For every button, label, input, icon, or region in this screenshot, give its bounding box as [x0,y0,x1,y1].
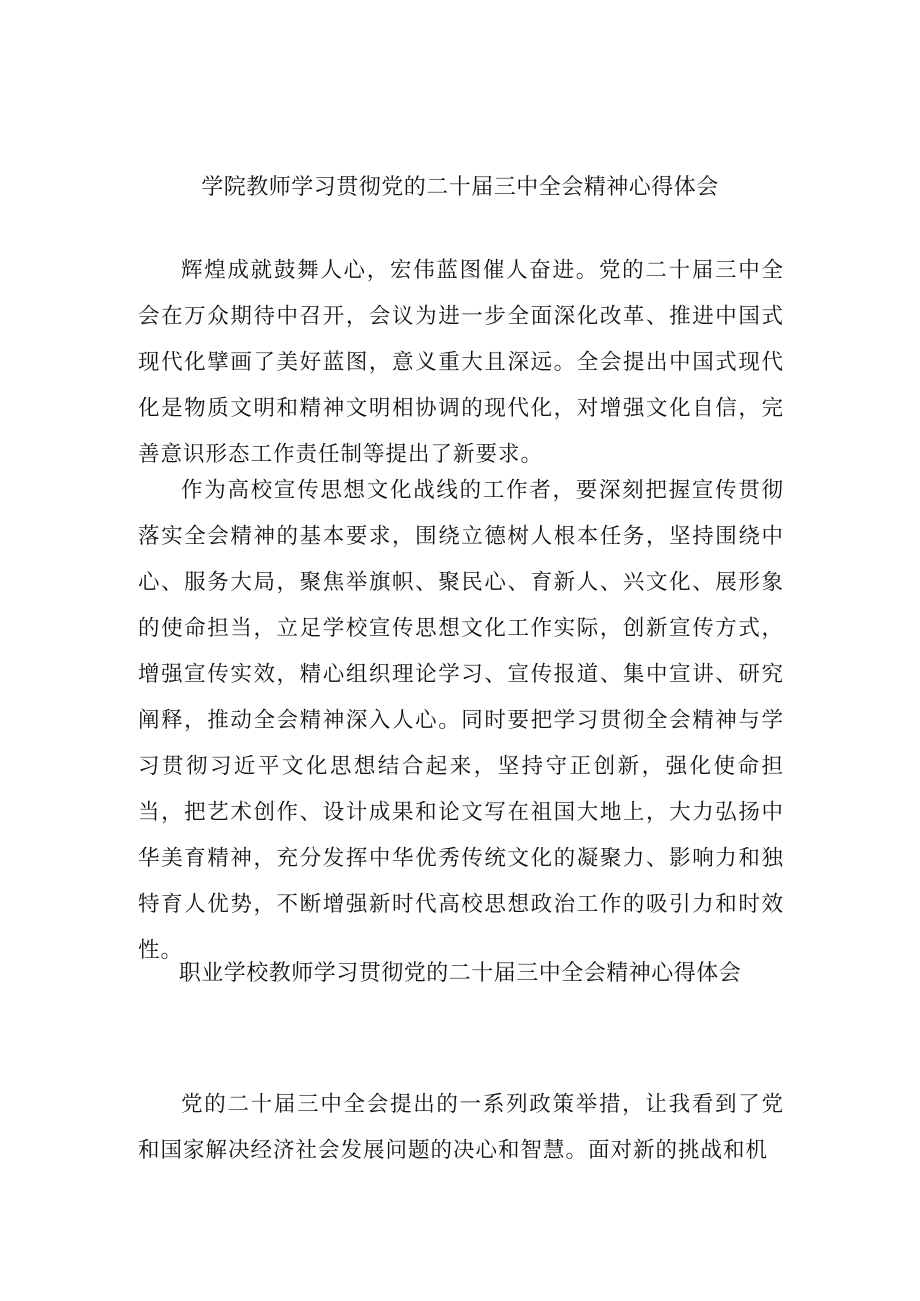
body-paragraph: 辉煌成就鼓舞人心，宏伟蓝图催人奋进。党的二十届三中全会在万众期待中召开，会议为进一步全面深化改革、推进中国式现代化擘画了美好蓝图，意义重大且深远。全会提出中国式现代化是物质文明和精神文明相协调的现代化，对增强文化自信，完善意识形态工作责任制等提出了新要求。 [138,258,784,467]
body-paragraph: 党的二十届三中全会提出的一系列政策举措，让我看到了党和国家解决经济社会发展问题的决心和智慧。面对新的挑战和机 [138,1092,784,1163]
section-title: 学院教师学习贯彻党的二十届三中全会精神心得体会 [201,175,719,200]
section-title: 职业学校教师学习贯彻党的二十届三中全会精神心得体会 [178,961,742,986]
body-paragraph: 作为高校宣传思想文化战线的工作者，要深刻把握宣传贯彻落实全会精神的基本要求，围绕立德树人根本任务，坚持围绕中心、服务大局，聚焦举旗帜、聚民心、育新人、兴文化、展形象的使命担当，立足学校宣传思想文化工作实际，创新宣传方式，增强宣传实效，精心组织理论学习、宣传报道、集中宣讲、研究阐释，推动全会精神深入人心。同时要把学习贯彻全会精神与学习贯彻习近平文化思想结合起来，坚持守正创新，强化使命担当，把艺术创作、设计成果和论文写在祖国大地上，大力弘扬中华美育精神，充分发挥中华优秀传统文化的凝聚力、影响力和独特育人优势，不断增强新时代高校思想政治工作的吸引力和时效性。 [138,478,784,963]
